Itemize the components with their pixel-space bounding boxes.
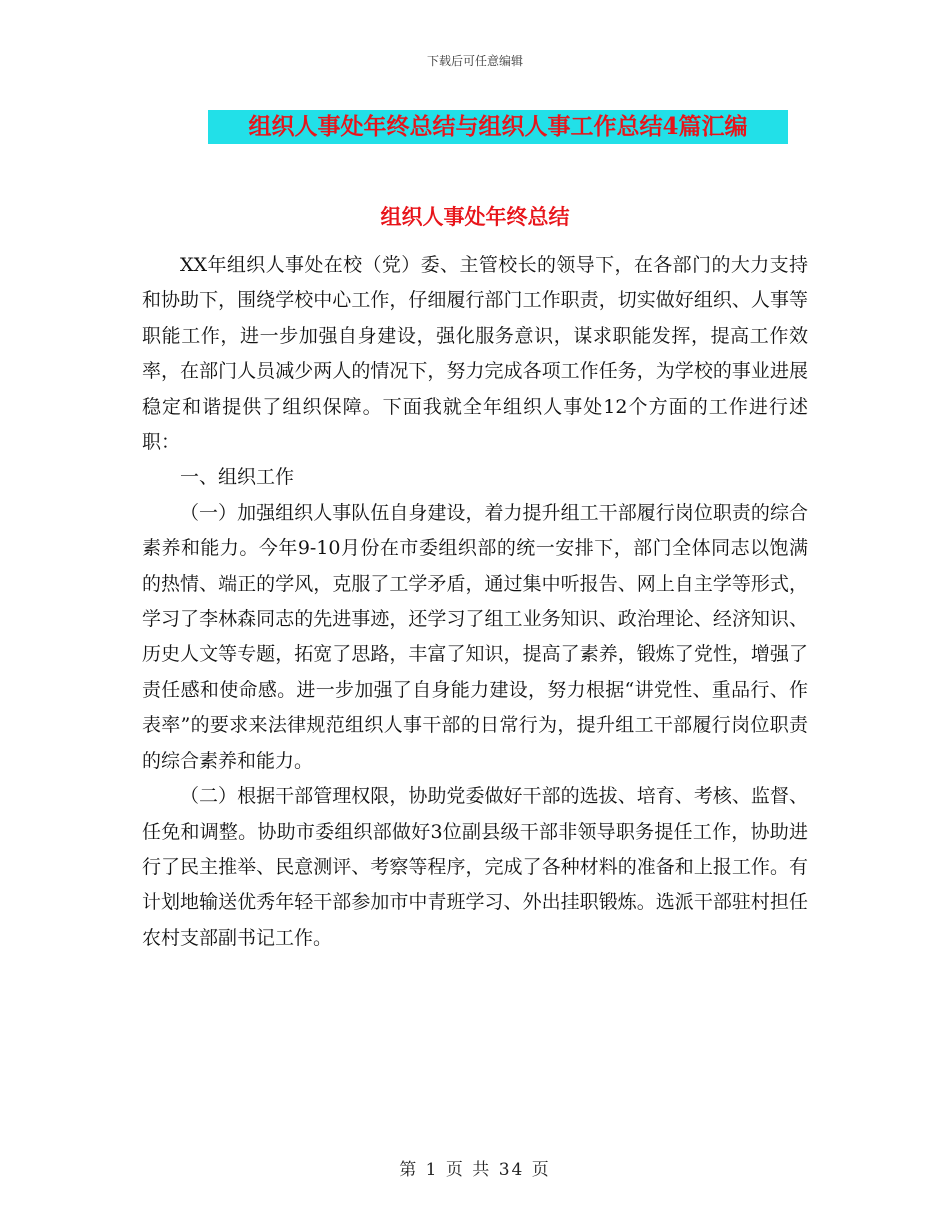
document-title-highlight xyxy=(208,110,788,144)
header-note: 下载后可任意编辑 xyxy=(426,54,523,68)
paragraph-item-2: （二）根据干部管理权限，协助党委做好干部的选拔、培育、考核、监督、任免和调整。协助市委组织部做好3位副县级干部非领导职务提任工作，协助进行了民主推举、民意测评、考察等程序，完成了各种材料的准备和上报工作。有计划地输送优秀年轻干部参加市中青班学习、外出挂职锻炼。选派干部驻村担任农村支部副书记工作。 xyxy=(142,785,808,949)
section-title: 组织人事处年终总结 xyxy=(380,204,570,229)
document-title: 组织人事处年终总结与组织人事工作总结4篇汇编 xyxy=(248,113,748,140)
paragraph-intro: XX年组织人事处在校（党）委、主管校长的领导下，在各部门的大力支持和协助下，围绕学校中心工作，仔细履行部门工作职责，切实做好组织、人事等职能工作，进一步加强自身建设，强化服务意识，谋求职能发挥，提高工作效率，在部门人员减少两人的情况下，努力完成各项工作任务，为学校的事业进展稳定和谐提供了组织保障。下面我就全年组织人事处12个方面的工作进行述职： xyxy=(142,254,808,454)
heading-organization-work: 一、组织工作 xyxy=(180,466,295,489)
paragraph-item-1: （一）加强组织人事队伍自身建设，着力提升组工干部履行岗位职责的综合素养和能力。今年9-10月份在市委组织部的统一安排下，部门全体同志以饱满的热情、端正的学风，克服了工学矛盾，通过集中听报告、网上自主学等形式，学习了李林森同志的先进事迹，还学习了组工业务知识、政治理论、经济知识、历史人文等专题，拓宽了思路，丰富了知识，提高了素养，锻炼了党性，增强了责任感和使命感。进一步加强了自身能力建设，努力根据“讲党性、重品行、作表率”的要求来法律规范组织人事干部的日常行为，提升组工干部履行岗位职责的综合素养和能力。 xyxy=(142,501,808,772)
document-body xyxy=(142,248,808,956)
page-number: 第 1 页 共 34 页 xyxy=(399,1160,551,1180)
